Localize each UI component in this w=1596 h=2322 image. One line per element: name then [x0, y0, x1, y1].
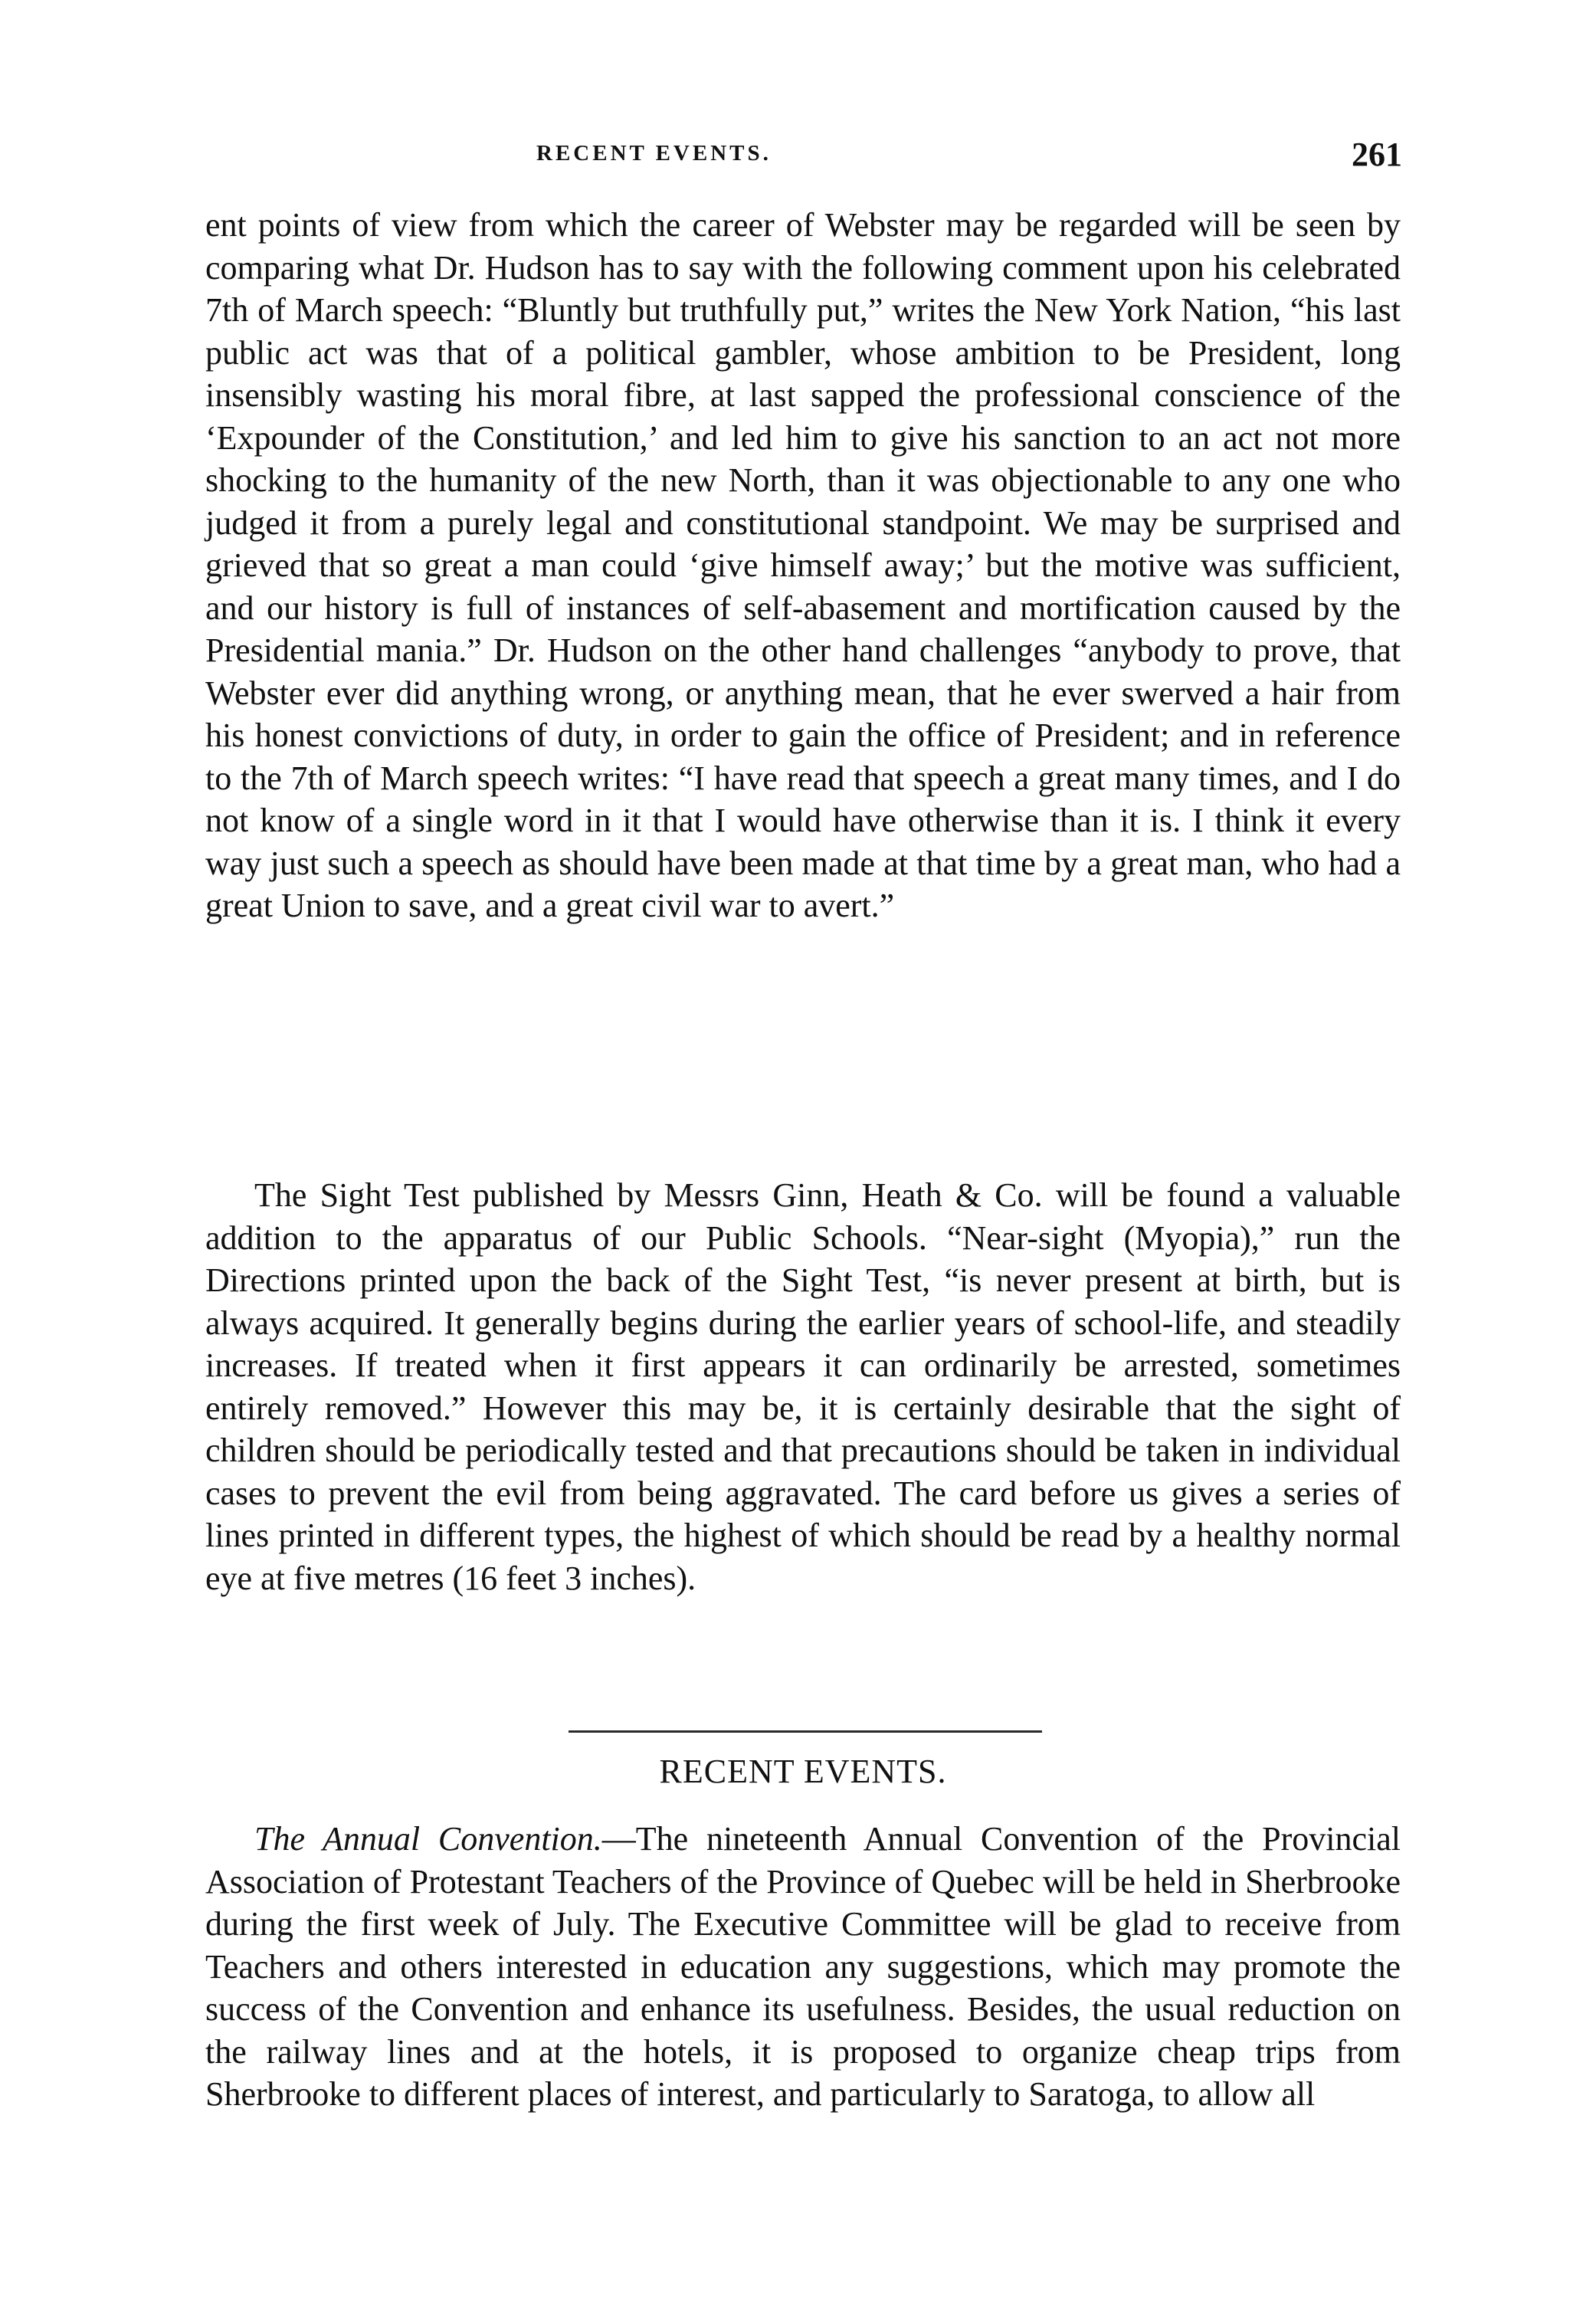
- paragraph-sight-test: The Sight Test published by Messrs Ginn, Heath & Co. will be found a valuable addition to the apparatus of our Public Schools. “Near-sight (Myopia),” run the Directions printed upon the back of the Sight Test, “is never present at birth, but is always acquired. It generally begins during the earlier years of school-life, and steadily increases. If treated when it first appears it can ordinarily be arrested, sometimes entirely removed.” However this may be, it is certainly desirable that the sight of children should be periodically tested and that precautions should be taken in individual cases to prevent the evil from being aggravated. The card before us gives a series of lines printed in different types, the highest of which should be read by a healthy normal eye at five metres (16 feet 3 inches).: [205, 1176, 1401, 1597]
- paragraph-webster: ent points of view from which the career of Webster may be regarded will be seen by comparing what Dr. Hudson has to say with the following comment upon his celebrated 7th of March speech: “Bluntly but truthfully put,” writes the New York Nation, “his last public act was that of a political gambler, whose ambition to be President, long insensibly wasting his moral fibre, at last sapped the professional conscience of the ‘Expounder of the Constitution,’ and led him to give his sanction to an act not more shocking to the humanity of the new North, than it was objectionable to any one who judged it from a purely legal and constitutional standpoint. We may be surprised and grieved that so great a man could ‘give himself away;’ but the motive was sufficient, and our history is full of instances of self-abasement and mortification caused by the Presidential mania.” Dr. Hudson on the other hand challenges “anybody to prove, that Webster ever did anything wrong, or anything mean, that he ever swerved a hair from his honest convictions of duty, in order to gain the office of President; and in reference to the 7th of March speech writes: “I have read that speech a great many times, and I do not know of a single word in it that I would have otherwise than it is. I think it every way just such a speech as should have been made at that time by a great man, who had a great Union to save, and a great civil war to avert.”: [205, 206, 1401, 924]
- section-heading: RECENT EVENTS.: [659, 1753, 947, 1790]
- webster-paragraph-block: [205, 204, 1401, 927]
- lead-in-dash: —: [601, 1820, 636, 1858]
- running-title: RECENT EVENTS.: [536, 141, 772, 166]
- paragraph-convention-body: The nineteenth Annual Convention of the Provincial Association of Protestant Teachers of the Province of Quebec will be held in Sherbrooke during the first week of July. The Executive Committee will be glad to receive from Teachers and others interested in education any suggestions, which may promote the success of the Convention and enhance its usefulness. Besides, the usual reduction on the railway lines and at the hotels, it is proposed to organize cheap trips from Sherbrooke to different places of interest, and particularly to Saratoga, to allow all: [205, 1820, 1401, 2113]
- running-head: [207, 135, 1402, 181]
- convention-paragraph-block: [205, 1818, 1401, 2116]
- paragraph-annual-convention: [205, 1818, 1401, 2116]
- sight-test-paragraph-block: [205, 1174, 1401, 1599]
- page-number: 261: [1352, 136, 1402, 173]
- paragraph-lead-in: The Annual Convention.: [254, 1820, 602, 1858]
- section-divider: [569, 1730, 1042, 1733]
